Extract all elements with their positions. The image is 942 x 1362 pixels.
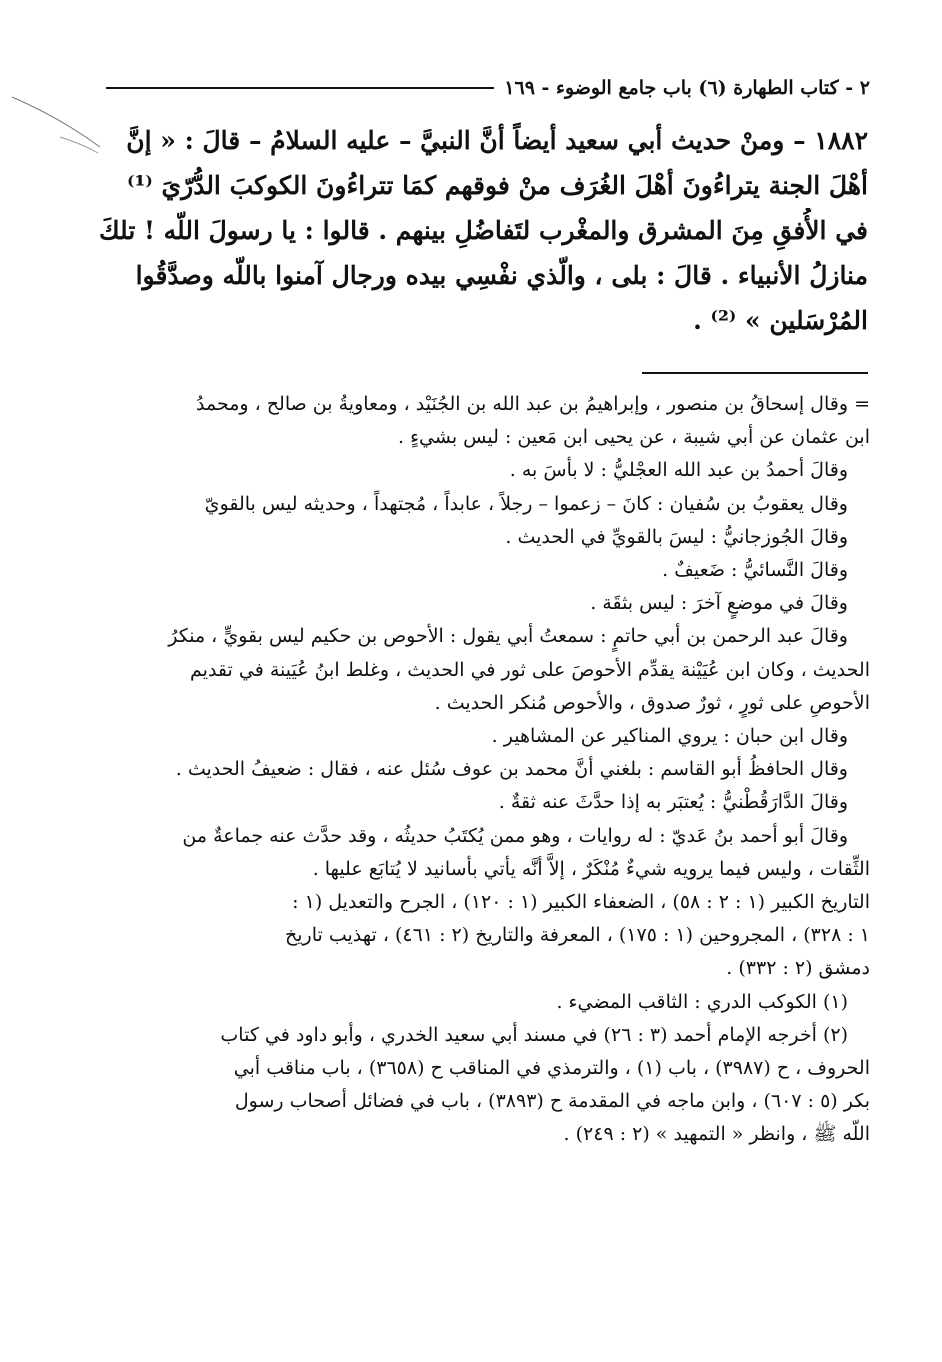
footnote-line: ابن عثمان عن أبي شيبة ، عن يحيى ابن مَعين : ليس بشيءٍ . (398, 426, 870, 449)
hadith-line: منازلُ الأنبياء . قالَ : بلى ، والّذي نفْسِي بيده ورجال آمنوا باللّه وصدَّقُوا (135, 261, 868, 290)
footnote-line: وقال يعقوبُ بن سُفيان : كانَ – زعموا – رجلاً ، عابداً ، مُجتهداً ، وحديثه ليس بالقويّ (204, 492, 848, 515)
hadith-line: المُرْسَلين » ⁽²⁾ . (693, 306, 868, 335)
footnote-line: ١ : ٣٢٨) ، المجروحين (١ : ١٧٥) ، المعرفة والتاريخ (٢ : ٤٦١) ، تهذيب تاريخ (284, 924, 870, 947)
footnote-line: اللّه ﷺ ، وانظر « التمهيد » (٢ : ٢٤٩) . (563, 1123, 870, 1146)
hadith-line: ١٨٨٢ – ومنْ حديث أبي سعيد أيضاً أنَّ النبيَّ – عليه السلامُ – قالَ : « إنَّ (126, 126, 868, 155)
running-head (100, 72, 870, 104)
footnote-divider (642, 372, 868, 374)
hadith-line: أهْلَ الجنة يتراءُونَ أهْلَ الغُرَف منْ فوقهم كمَا تتراءُونَ الكوكبَ الدُّرّيَ ⁽¹⁾ (127, 171, 868, 200)
footnote-line: = وقال إسحاقُ بن منصور ، وإبراهيمُ بن عبد الله بن الجُنَيْد ، ومعاويةُ بن صالح ، ومحمدُ (196, 393, 870, 415)
footnote-line: وقالَ الدَّارَقُطْنيُّ : يُعتبَر به إذا حدَّثَ عنه ثقةٌ . (498, 791, 848, 814)
footnote-line: (٢) أخرجه الإمام أحمد (٣ : ٢٦) في مسند أبي سعيد الخدري ، وأبو داود في كتاب (220, 1023, 848, 1046)
footnote-line: وقالَ الجُوزجانيُّ : ليسَ بالقويِّ في الحديث . (505, 525, 848, 548)
footnote-line: وقالَ النَّسائيُّ : ضَعيفٌ . (662, 559, 848, 582)
footnote-line: بكر (٥ : ٦٠٧) ، وابن ماجه في المقدمة ح (٣٨٩٣) ، باب في فضائل أصحاب رسول (234, 1090, 870, 1113)
hadith-line: في الأُفقِ مِنَ المشرق والمغْرب لتَفاضُلِ بينهم . قالوا : يا رسولَ اللّه ! تلكَ (98, 216, 868, 245)
footnotes (98, 388, 870, 1152)
footnote-line: دمشق (٢ : ٣٣٢) . (726, 957, 870, 980)
stray-pen-mark (10, 95, 102, 155)
header-rule (106, 87, 494, 89)
footnote-line: التاريخ الكبير (١ : ٢ : ٥٨) ، الضعفاء الكبير (١ : ١٢٠) ، الجرح والتعديل (١ : (292, 891, 870, 914)
footnote-line: الأحوصِ على ثورٍ ، ثورٌ صدوق ، والأحوص مُنكر الحديث . (434, 691, 870, 714)
hadith-text (98, 118, 868, 343)
footnote-line: وقال الحافظُ أبو القاسم : بلغني أنَّ محمد بن عوف سُئل عنه ، فقال : ضعيفُ الحديث . (175, 758, 848, 781)
footnote-line: (١) الكوكب الدري : الثاقب المضيء . (556, 990, 848, 1013)
running-head-text: ٢ - كتاب الطهارة (٦) باب جامع الوضوء - ١٦٩ (504, 77, 870, 99)
footnote-line: الحروف ، ح (٣٩٨٧) ، باب (١) ، والترمذي في المناقب ح (٣٦٥٨) ، باب مناقب أبي (233, 1057, 870, 1080)
footnote-line: الحديث ، وكان ابن عُيَيْنة يقدِّم الأحوصَ على ثور في الحديث ، وغلط ابنُ عُيَينة في تقديم (190, 658, 870, 681)
footnote-line: وقال ابن حبان : يروي المناكير عن المشاهير . (491, 725, 848, 748)
footnote-line: الثِّقات ، وليس فيما يرويه شيءٌ مُنْكَرٌ ، إلاَّ أنَّه يأتي بأسانيد لا يُتابَع عليها . (312, 857, 870, 880)
footnote-line: وقالَ أحمدُ بن عبد الله العجْليُّ : لا بأسَ به . (509, 459, 848, 482)
footnote-line: وقالَ عبد الرحمن بن أبي حاتمٍ : سمعتُ أبي يقول : الأحوص بن حكيم ليس بقويٍّ ، منكرُ (168, 625, 848, 648)
footnote-line: وقالَ في موضعٍ آخرَ : ليس بثقَة . (590, 592, 848, 615)
footnote-line: وقالَ أبو أحمد بنُ عَديّ : له روايات ، وهو ممن يُكتَبُ حديثُه ، وقد حدَّث عنه جماعةٌ من (182, 824, 848, 847)
